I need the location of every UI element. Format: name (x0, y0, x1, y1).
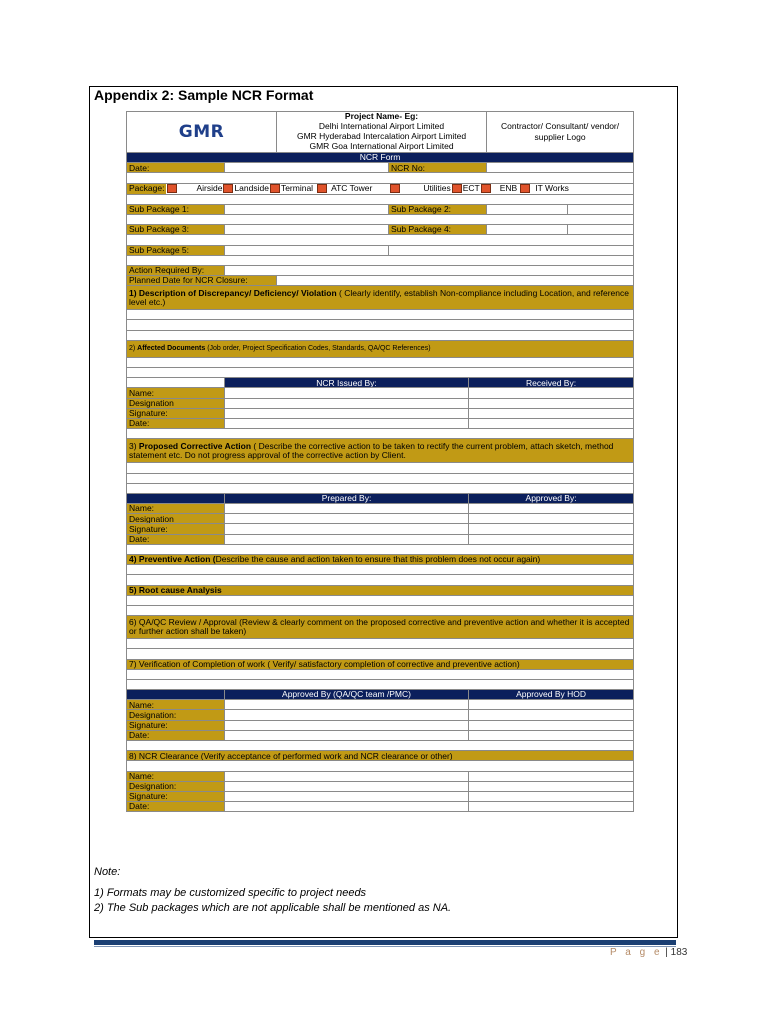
ncr-form (126, 111, 633, 812)
spacer-row (127, 194, 634, 204)
approved-hod-header: Approved By HOD (469, 690, 634, 700)
note-line-2: 2) The Sub packages which are not applicable shall be mentioned as NA. (94, 902, 452, 914)
ncr-form-table (126, 111, 634, 812)
section-7-line[interactable] (127, 669, 634, 679)
clearance-signature-field-2[interactable] (469, 791, 634, 801)
checkbox-airside[interactable] (167, 184, 177, 193)
signature-label: Signature: (127, 791, 225, 801)
section-4-header (127, 555, 634, 565)
page-number (610, 947, 687, 958)
clearance-name-field-2[interactable] (469, 771, 634, 781)
hod-signature-field[interactable] (469, 720, 634, 730)
planned-date-label: Planned Date for NCR Closure: (127, 276, 277, 286)
section-3-line[interactable] (127, 483, 634, 493)
spacer-row (127, 429, 634, 439)
prepared-date-field[interactable] (225, 534, 469, 544)
clearance-designation-field-1[interactable] (225, 781, 469, 791)
package-airside: Airside (196, 183, 223, 194)
footer-bar (94, 940, 676, 945)
name-label: Name: (127, 504, 225, 514)
package-terminal: Terminal (280, 183, 314, 194)
sub-package-5-label: Sub Package 5: (127, 245, 225, 255)
section-1-header (127, 286, 634, 310)
clearance-name-field-1[interactable] (225, 771, 469, 781)
section-2-prefix: 2) (129, 345, 138, 353)
spacer-row (127, 235, 634, 245)
blank-cell (389, 245, 634, 255)
contractor-logo-cell: Contractor/ Consultant/ vendor/ supplier Logo (487, 112, 634, 153)
issued-designation-field[interactable] (225, 398, 469, 408)
signature-label: Signature: (127, 408, 225, 418)
action-required-label: Action Required By: (127, 265, 225, 275)
section-8-header: 8) NCR Clearance (Verify acceptance of performed work and NCR clearance or other) (127, 751, 634, 761)
checkbox-landside[interactable] (223, 184, 233, 193)
section-7-line[interactable] (127, 679, 634, 689)
issued-name-field[interactable] (225, 388, 469, 398)
form-title: NCR Form (127, 153, 634, 163)
project-line-3: GMR Goa International Airport Limited (309, 140, 454, 151)
page-title: Appendix 2: Sample NCR Format (94, 87, 314, 103)
section-5-line[interactable] (127, 605, 634, 615)
designation-label: Designation: (127, 781, 225, 791)
planned-date-field[interactable] (277, 276, 634, 286)
qa-name-field[interactable] (225, 700, 469, 710)
note-heading: Note: (94, 866, 121, 878)
qa-signature-field[interactable] (225, 720, 469, 730)
designation-label: Designation: (127, 710, 225, 720)
signature-label: Signature: (127, 720, 225, 730)
section-4-line[interactable] (127, 575, 634, 585)
date-label: Date: (127, 534, 225, 544)
section-6-header: 6) QA/QC Review / Approval (Review & clearly comment on the proposed corrective and preventive action and whether it is accepted or further action shall be taken) (127, 616, 634, 639)
hod-date-field[interactable] (469, 730, 634, 740)
approved-signature-field[interactable] (469, 524, 634, 534)
sub-package-4-field[interactable] (487, 225, 568, 235)
section-3-prefix: 3) (129, 441, 139, 452)
date-label: Date: (127, 802, 225, 812)
action-required-field[interactable] (225, 265, 634, 275)
section-3-desc: ( Describe the corrective action to be taken to rectify the current problem, attach sketch, method statement etc. Do not progress approval of the corrective action by Client. (129, 441, 614, 460)
received-name-field[interactable] (469, 388, 634, 398)
date-label: Date: (127, 418, 225, 428)
designation-label: Designation (127, 514, 225, 524)
clearance-designation-field-2[interactable] (469, 781, 634, 791)
section-2-line[interactable] (127, 357, 634, 367)
hod-name-field[interactable] (469, 700, 634, 710)
clearance-date-field-2[interactable] (469, 802, 634, 812)
package-atc-tower: ATC Tower (331, 183, 373, 194)
spacer-row (127, 214, 634, 224)
approved-by-header: Approved By: (469, 493, 634, 503)
date-label: Date: (127, 163, 225, 173)
section-3-line[interactable] (127, 463, 634, 473)
package-enb: ENB (499, 183, 518, 194)
project-label: Project Name- Eg: (344, 111, 419, 122)
prepared-name-field[interactable] (225, 504, 469, 514)
section-1-line[interactable] (127, 330, 634, 340)
gmr-logo-text: GMR (178, 121, 225, 142)
section-2-title: Affected Documents (137, 345, 206, 353)
received-designation-field[interactable] (469, 398, 634, 408)
name-label: Name: (127, 700, 225, 710)
sub-package-2-label: Sub Package 2: (389, 204, 487, 214)
sub-package-4-label: Sub Package 4: (389, 225, 487, 235)
section-3-title: Proposed Corrective Action (138, 441, 252, 452)
hod-designation-field[interactable] (469, 710, 634, 720)
project-name-cell (277, 112, 487, 153)
section-2-desc: (Job order, Project Specification Codes, Standards, QA/QC References) (205, 345, 431, 353)
designation-label: Designation (127, 398, 225, 408)
page-word: P a g e (610, 947, 663, 958)
footer-line (94, 946, 676, 947)
package-label: Package: (129, 183, 165, 194)
section-4-desc: Describe the cause and action taken to ensure that this problem does not occur again) (215, 554, 541, 565)
prepared-by-header: Prepared By: (225, 493, 469, 503)
checkbox-utilities[interactable] (390, 184, 400, 193)
qa-designation-field[interactable] (225, 710, 469, 720)
section-1-line[interactable] (127, 320, 634, 330)
section-3-line[interactable] (127, 473, 634, 483)
sub-package-5-field[interactable] (225, 245, 389, 255)
section-5-line[interactable] (127, 595, 634, 605)
sub-package-1-label: Sub Package 1: (127, 204, 225, 214)
blank-cell (127, 378, 225, 388)
section-7-header: 7) Verification of Completion of work ( Verify/ satisfactory completion of corrective and preventive action) (127, 659, 634, 669)
date-field[interactable] (225, 163, 389, 173)
project-line-1: Delhi International Airport Limited (318, 121, 445, 132)
prepared-designation-field[interactable] (225, 514, 469, 524)
checkbox-it-works[interactable] (520, 184, 530, 193)
blank-navy-cell (127, 690, 225, 700)
section-6-line[interactable] (127, 639, 634, 649)
section-2-header (127, 340, 634, 357)
approved-name-field[interactable] (469, 504, 634, 514)
section-1-line[interactable] (127, 310, 634, 320)
section-4-title: 4) Preventive Action ( (129, 554, 216, 565)
received-by-header: Received By: (469, 378, 634, 388)
spacer-row (127, 255, 634, 265)
issued-signature-field[interactable] (225, 408, 469, 418)
issued-date-field[interactable] (225, 418, 469, 428)
blank-navy-cell (127, 493, 225, 503)
package-landside: Landside (234, 183, 269, 194)
note-line-1: 1) Formats may be customized specific to project needs (94, 887, 367, 899)
clearance-date-field-1[interactable] (225, 802, 469, 812)
spacer-row (127, 173, 634, 183)
section-1-title: 1) Description of Discrepancy/ Deficiency/ Violation (129, 288, 337, 299)
name-label: Name: (127, 388, 225, 398)
clearance-signature-field-1[interactable] (225, 791, 469, 801)
name-label: Name: (127, 771, 225, 781)
ncr-no-field[interactable] (487, 163, 634, 173)
package-row (127, 183, 634, 194)
gmr-logo (127, 112, 277, 153)
ncr-no-label: NCR No: (389, 163, 487, 173)
spacer-row (127, 544, 634, 554)
sub-package-1-field[interactable] (225, 204, 389, 214)
package-it-works: IT Works (535, 183, 569, 194)
sub-package-3-label: Sub Package 3: (127, 225, 225, 235)
package-utilities: Utilities (423, 183, 451, 194)
ncr-issued-by-header: NCR Issued By: (225, 378, 469, 388)
section-6-line[interactable] (127, 649, 634, 659)
date-label: Date: (127, 730, 225, 740)
section-1-desc: ( Clearly identify, establish Non-compliance including Location, and reference level etc.) (129, 288, 629, 307)
qa-date-field[interactable] (225, 730, 469, 740)
sub-package-3-field[interactable] (225, 225, 389, 235)
section-2-line[interactable] (127, 368, 634, 378)
blank-cell (568, 204, 634, 214)
received-date-field[interactable] (469, 418, 634, 428)
checkbox-enb[interactable] (481, 184, 491, 193)
project-line-2: GMR Hyderabad Intercalation Airport Limited (296, 131, 467, 141)
spacer-row (127, 761, 634, 771)
page-number-value: | 183 (665, 947, 688, 958)
received-signature-field[interactable] (469, 408, 634, 418)
approved-qa-header: Approved By (QA/QC team /PMC) (225, 690, 469, 700)
approved-designation-field[interactable] (469, 514, 634, 524)
spacer-row (127, 741, 634, 751)
blank-cell (568, 225, 634, 235)
package-ect: ECT (462, 183, 480, 194)
section-3-header (127, 439, 634, 463)
checkbox-ect[interactable] (452, 184, 462, 193)
approved-date-field[interactable] (469, 534, 634, 544)
section-4-line[interactable] (127, 565, 634, 575)
signature-label: Signature: (127, 524, 225, 534)
checkbox-atc-tower[interactable] (317, 184, 327, 193)
prepared-signature-field[interactable] (225, 524, 469, 534)
section-5-header: 5) Root cause Analysis (127, 585, 634, 595)
sub-package-2-field[interactable] (487, 204, 568, 214)
checkbox-terminal[interactable] (270, 184, 280, 193)
